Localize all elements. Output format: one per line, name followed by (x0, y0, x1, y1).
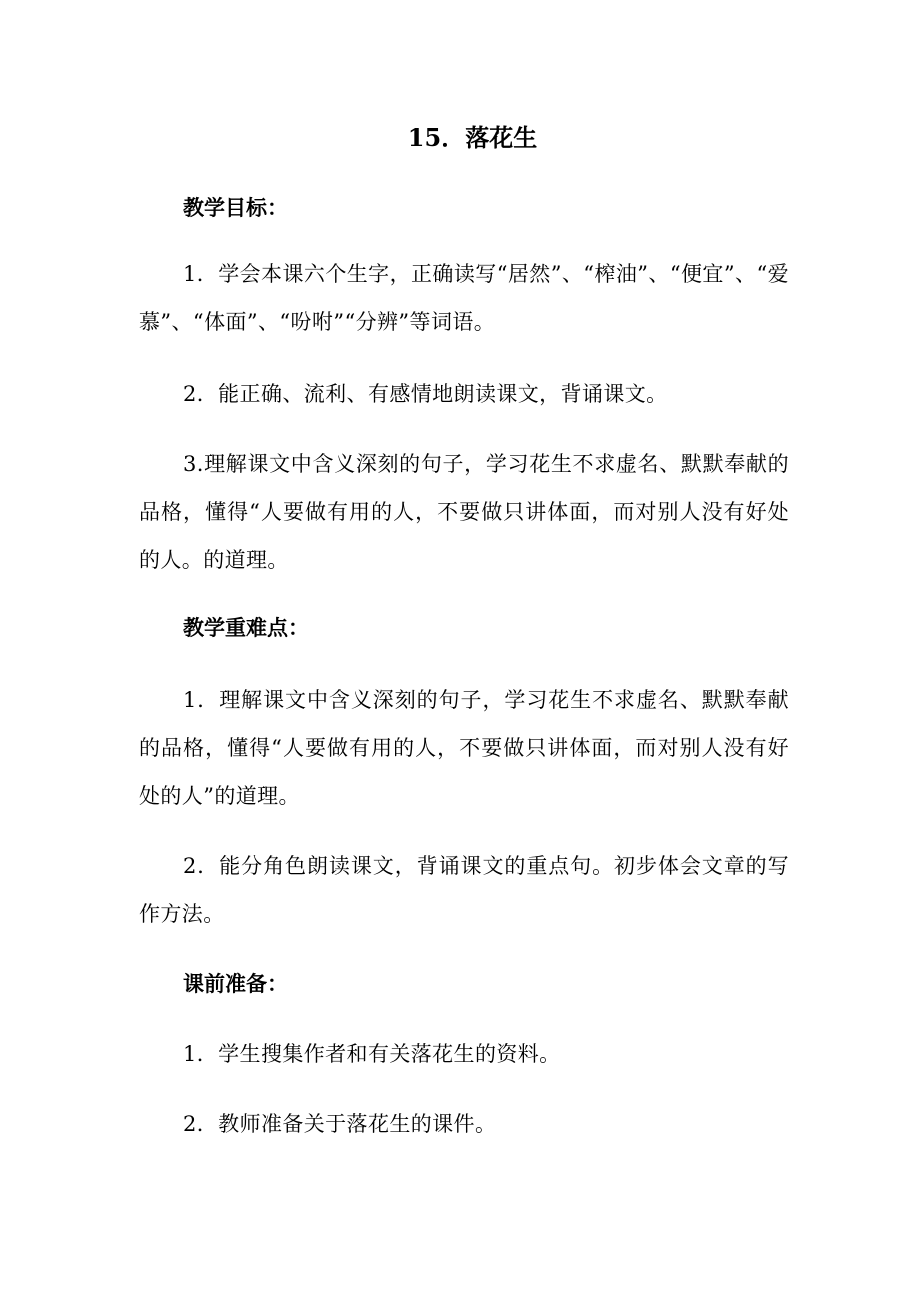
objective-item-1: 1．学会本课六个生字，正确读写“居然”、“榨油”、“便宜”、“爱慕”、“体面”、“吩咐”“分辨”等词语。 (139, 262, 789, 334)
key-point-item-1: 1．理解课文中含义深刻的句子，学习花生不求虚名、默默奉献的品格，懂得“人要做有用的人，不要做只讲体面，而对别人没有好处的人”的道理。 (139, 688, 789, 808)
section-heading-preparation: 课前准备： (183, 971, 288, 996)
objective-item-2: 2．能正确、流利、有感情地朗读课文，背诵课文。 (183, 382, 668, 406)
preparation-item-1: 1．学生搜集作者和有关落花生的资料。 (183, 1042, 561, 1066)
document-title: 15．落花生 (407, 123, 538, 152)
preparation-item-2: 2．教师准备关于落花生的课件。 (183, 1112, 497, 1136)
key-point-item-2: 2．能分角色朗读课文，背诵课文的重点句。初步体会文章的写作方法。 (139, 854, 789, 926)
section-heading-key-points: 教学重难点： (183, 615, 309, 640)
section-heading-objectives: 教学目标： (183, 195, 288, 220)
objective-item-3: 3.理解课文中含义深刻的句子，学习花生不求虚名、默默奉献的品格，懂得“人要做有用的人，不要做只讲体面，而对别人没有好处的人。的道理。 (139, 452, 789, 572)
